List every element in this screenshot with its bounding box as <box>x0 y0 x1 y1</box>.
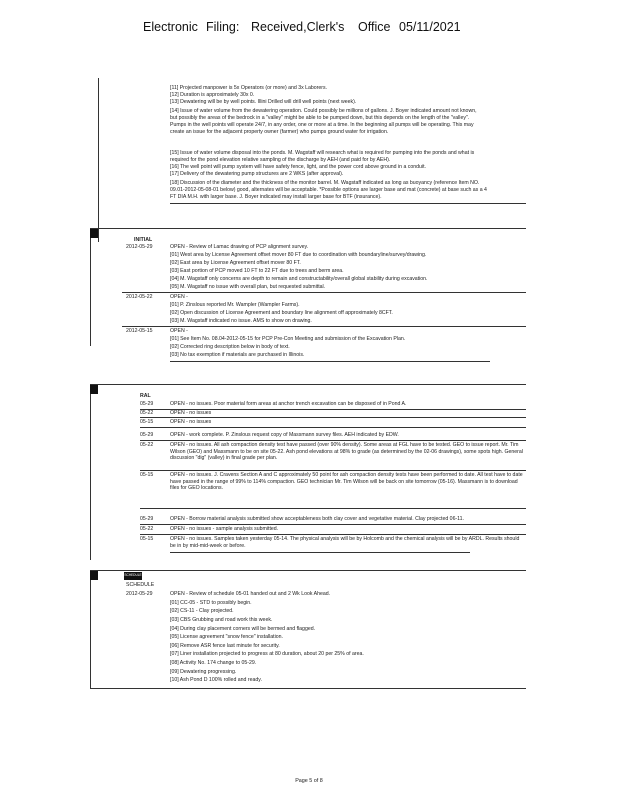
divider <box>170 361 490 362</box>
entry-line: [07] Liner installation projected to progress at 80 duration, about 20 per 25% of area. <box>170 651 364 657</box>
section-bottom-border <box>90 688 526 689</box>
entry-date: 05-29 <box>140 432 154 438</box>
entry-text: OPEN - no issues. J. Cravens Section A and C approximately 50 point for ash compaction density tests have been performed to date. All test have to date have passed in the range of 99% to 114% compaction. GEO technician Mr. Tim Wilson will be back on site tomorrow (05-16). Massmann is to download files for GEO locations. <box>170 472 523 492</box>
divider <box>170 203 526 204</box>
note-line: but possibly the areas of the bedrock in a "valley" might be able to be pumped down, but this depends on the length of the "valley". <box>170 115 470 121</box>
header-date: 05/11/2021 <box>399 20 461 34</box>
entry-line: [03] M. Wagstaff indicated no issue. AMS to show on drawing. <box>170 318 312 324</box>
divider <box>140 417 526 418</box>
entry-text: OPEN - no issues. All ash compaction density test have passed (over 90% density). Some areas at FGL have to be tested. GEO to issue report. Mr. Tim Wilson (GEO) and Massmann to be on site 05-22. Ash pond elevations at 98% to grade (as determined by the 02-06 drawings), some spots high. General discussion "dig" (valley) in final grade per plan. <box>170 442 523 462</box>
entry-line: [02] Open discussion of License Agreement and boundary line alignment off approximately 8CFT. <box>170 310 393 316</box>
note-line: [14] Issue of water volume from the dewatering operation. Could possibly be millions of gallons. J. Boyer indicated amount not known, <box>170 108 477 114</box>
entry-date: 2012-05-22 <box>126 294 153 300</box>
entry-line: [04] M. Wagstaff only concerns are depth to remain and constructability/overall global stability during excavation. <box>170 276 428 282</box>
entry-date: 05-15 <box>140 419 154 425</box>
entry-line: [06] Remove ASR fence last minute for security. <box>170 643 280 649</box>
divider <box>140 534 526 535</box>
entry-line: [08] Activity No. 174 change to 05-29. <box>170 660 257 666</box>
left-border <box>90 228 91 346</box>
note-line: [13] Dewatering will be by well points. Illini Drilled will drill well points (next week). <box>170 99 357 105</box>
section-heading: INITIAL <box>134 237 153 243</box>
entry-text: OPEN - no issues. Poor material form areas at anchor trench excavation can be disposed of in Pond A. <box>170 401 407 407</box>
note-line: [15] Issue of water volume disposal into the ponds. M. Wagstaff will research what is required for pumping into the ponds and what is <box>170 150 475 156</box>
entry-text: OPEN - no issues <box>170 410 212 416</box>
note-line: [11] Projected manpower is 5x Operators (or more) and 3x Laborers. <box>170 85 328 91</box>
section-tab <box>90 385 98 394</box>
entry-line: [05] License agreement "snow fence" installation. <box>170 634 283 640</box>
section-heading: RAL <box>140 393 151 399</box>
entry-text: OPEN - no issues - sample analysis submitted. <box>170 526 279 532</box>
entry-line: OPEN - Review of schedule 05-01 handed out and 2 Wk Look Ahead. <box>170 591 331 597</box>
header-received: Received,Clerk's <box>251 20 345 34</box>
entry-date: 2012-05-29 <box>126 244 153 250</box>
section-tab <box>90 571 98 580</box>
note-line: 09.01-2012-05-08-01 below) good, alternates will be acceptable. *Possible options are larger base and mat (concrete) at base such as a 4 <box>170 187 487 193</box>
divider <box>140 508 526 509</box>
entry-text: OPEN - no issues. Samples taken yesterday 05-14. The physical analysis will be by Holcomb and the chemical analysis will be by ARDL. Results should be in by mid-mid-week or before. <box>170 536 520 549</box>
divider <box>140 524 526 525</box>
note-line: create an issue for the adjacent property owner (farmer) who pumps ground water for irrigation. <box>170 129 389 135</box>
entry-line: OPEN - <box>170 328 188 334</box>
entry-line: [03] East portion of PCP moved 10 FT to 22 FT due to trees and berm area. <box>170 268 344 274</box>
entry-line: [03] CBS Grubbing and road work this week. <box>170 617 273 623</box>
note-line: [18] Discussion of the diameter and the thickness of the monitor barrel. M. Wagstaff indicated as long as buoyancy (reference Item NO. <box>170 180 480 186</box>
section-tab <box>90 229 98 238</box>
entry-text: OPEN - Borrow material analysis submitted show acceptableness both clay cover and vegetative material. Clay projected 06-11. <box>170 516 465 522</box>
entry-line: [02] Corrected ring description below in body of text. <box>170 344 290 350</box>
entry-line: [03] No tax exemption if materials are purchased in Illinois. <box>170 352 305 358</box>
note-line: Pumps in the well points will operate 24/7, in any order, one or more at a time. In the beginning all pumps will be operating. This may <box>170 122 474 128</box>
section-top-border <box>90 228 526 229</box>
divider <box>140 440 526 441</box>
entry-line: OPEN - <box>170 294 188 300</box>
entry-line: [01] CC-05 - STD to possibly begin. <box>170 600 252 606</box>
divider <box>140 427 526 428</box>
entry-line: [09] Dewatering progressing. <box>170 669 237 675</box>
header-filing: Filing: <box>206 20 240 34</box>
divider <box>122 326 526 327</box>
entry-date: 05-15 <box>140 536 154 542</box>
note-line: required for the pond elevation relative sampling of the discharge by AEH (and paid for by AEH). <box>170 157 391 163</box>
entry-line: OPEN - Review of Lamac drawing of PCP alignment survey. <box>170 244 309 250</box>
section-top-border <box>90 570 526 571</box>
left-border <box>90 384 91 560</box>
entry-date: 2012-05-29 <box>126 591 153 597</box>
entry-date: 05-29 <box>140 516 154 522</box>
entry-text: OPEN - work complete. P. Zinslous request copy of Massmann survey files. AEH indicated by EDW. <box>170 432 399 438</box>
entry-line: [10] Ash Pond D 100% rolled and ready. <box>170 677 262 683</box>
entry-line: [05] M. Wagstaff no issue with overall plan, but requested submittal. <box>170 284 326 290</box>
divider <box>122 292 526 293</box>
header-office: Office <box>358 20 391 34</box>
note-line: FT DIA M.H. with larger base. J. Boyer indicated may install larger base for BTF (insurance). <box>170 194 382 200</box>
entry-date: 05-29 <box>140 401 154 407</box>
entry-line: [01] West area by License Agreement offset mover 80 FT due to coordination with boundaryline/survey/drawing. <box>170 252 427 258</box>
left-border <box>98 78 99 242</box>
page-number: Page 5 of 8 <box>295 778 323 784</box>
entry-line: [04] During clay placement corners will be bermed and flagged. <box>170 626 316 632</box>
note-line: [16] The well point will pump system will have safety fence, light, and the power cord above ground in a conduit. <box>170 164 426 170</box>
note-line: [17] Delivery of the dewatering pump structures are 2 WKS (after approval). <box>170 171 344 177</box>
section-top-border <box>90 384 526 385</box>
left-border <box>90 570 91 688</box>
entry-date: 05-22 <box>140 442 154 448</box>
section-heading: SCHEDULE <box>126 582 155 588</box>
entry-date: 2012-05-15 <box>126 328 153 334</box>
entry-date: 05-15 <box>140 472 154 478</box>
header-electronic: Electronic <box>143 20 198 34</box>
entry-line: [02] CS-11 - Clay projected. <box>170 608 234 614</box>
entry-date: 05-22 <box>140 526 154 532</box>
entry-date: 05-22 <box>140 410 154 416</box>
section-tab-label: SCHEDULE <box>124 572 142 580</box>
entry-text: OPEN - no issues <box>170 419 212 425</box>
divider <box>140 470 526 471</box>
entry-line: [01] P. Zinslous reported Mr. Wampler (Wampler Farms). <box>170 302 300 308</box>
entry-line: [02] East area by License Agreement offset mover 80 FT. <box>170 260 301 266</box>
note-line: [12] Duration is approximately 30x 0. <box>170 92 255 98</box>
divider <box>170 552 470 553</box>
entry-line: [01] See Item No. 08.04-2012-05-15 for PCP Pre-Con Meeting and submission of the Excavation Plan. <box>170 336 406 342</box>
